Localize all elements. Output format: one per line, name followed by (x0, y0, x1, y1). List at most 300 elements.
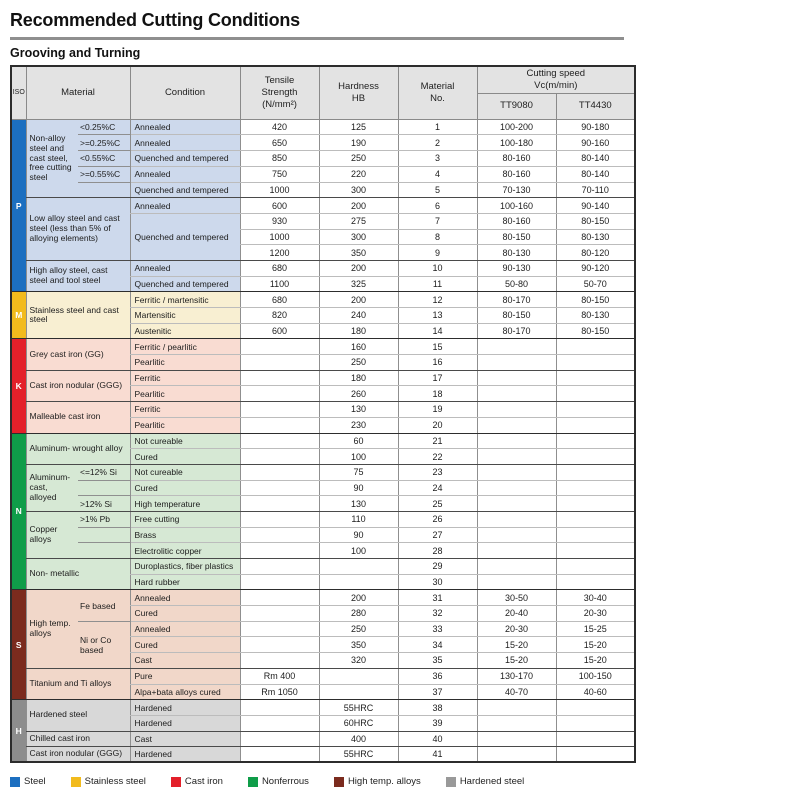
material-cell: Non- metallic (26, 559, 130, 590)
cutting-conditions-table (10, 65, 636, 763)
condition-cell: Annealed (130, 590, 240, 606)
condition-cell: Hardened (130, 747, 240, 763)
header-cutting-speed-line2: Vc(m/min) (534, 79, 578, 91)
material-no-cell: 4 (398, 166, 477, 182)
tensile-strength-cell: 1100 (240, 276, 319, 292)
condition-cell: Free cutting (130, 511, 240, 527)
condition-cell: Pearlitic (130, 355, 240, 371)
table-row (11, 543, 635, 559)
tt9080-speed-cell (477, 480, 556, 496)
tensile-strength-cell (240, 496, 319, 512)
tt9080-speed-cell (477, 511, 556, 527)
legend-item (10, 776, 46, 787)
material-subcell: Fe based (78, 590, 130, 621)
material-no-cell: 32 (398, 606, 477, 622)
tensile-strength-cell (240, 527, 319, 543)
hardness-cell: 350 (319, 637, 398, 653)
hardness-cell: 130 (319, 402, 398, 418)
tt9080-speed-cell: 20-40 (477, 606, 556, 622)
tensile-strength-cell: 650 (240, 135, 319, 151)
material-no-cell: 16 (398, 355, 477, 371)
material-no-cell: 29 (398, 559, 477, 575)
tensile-strength-cell: 1000 (240, 182, 319, 198)
tensile-strength-cell: 1200 (240, 245, 319, 261)
table-body (11, 119, 635, 762)
material-cell: Grey cast iron (GG) (26, 339, 130, 370)
tt9080-speed-cell (477, 715, 556, 731)
material-subcell (78, 543, 130, 559)
material-subcell: Ni or Co based (78, 621, 130, 668)
header-material-no-line2: No. (430, 92, 445, 104)
condition-cell: Annealed (130, 135, 240, 151)
tt9080-speed-cell: 80-150 (477, 308, 556, 324)
tt9080-speed-cell (477, 559, 556, 575)
condition-cell: Duroplastics, fiber plastics (130, 559, 240, 575)
condition-cell: Quenched and tempered (130, 276, 240, 292)
header-tensile-line2: Strength (261, 86, 298, 98)
material-cell: Low alloy steel and cast steel (less than 5% of alloying elements) (26, 198, 130, 261)
material-no-cell: 28 (398, 543, 477, 559)
material-no-cell: 38 (398, 700, 477, 716)
legend-swatch-icon (10, 777, 20, 787)
tt4430-speed-cell: 80-140 (556, 166, 635, 182)
tensile-strength-cell (240, 339, 319, 355)
hardness-cell: 180 (319, 370, 398, 386)
header-grade-tt9080: TT9080 (477, 93, 556, 119)
tt4430-speed-cell (556, 747, 635, 763)
condition-cell: Annealed (130, 198, 240, 214)
material-no-cell: 11 (398, 276, 477, 292)
header-row-1 (11, 66, 635, 93)
header-condition: Condition (130, 66, 240, 119)
table-row (11, 621, 635, 637)
legend (10, 776, 636, 787)
tt4430-speed-cell: 90-120 (556, 260, 635, 276)
tt4430-speed-cell: 80-150 (556, 292, 635, 308)
hardness-cell: 200 (319, 292, 398, 308)
iso-letter-cell: N (11, 433, 26, 590)
table-row (11, 464, 635, 480)
table-row (11, 747, 635, 763)
tt4430-speed-cell (556, 449, 635, 465)
legend-label: Cast iron (184, 776, 223, 788)
tt9080-speed-cell (477, 433, 556, 449)
table-row (11, 433, 635, 449)
header-tensile-strength (240, 66, 319, 119)
condition-cell: Not cureable (130, 433, 240, 449)
table-row (11, 559, 635, 575)
hardness-cell: 180 (319, 323, 398, 339)
header-material-no (398, 66, 477, 119)
table-row (11, 496, 635, 512)
legend-swatch-icon (446, 777, 456, 787)
tt9080-speed-cell: 15-20 (477, 637, 556, 653)
hardness-cell: 55HRC (319, 747, 398, 763)
table-row (11, 527, 635, 543)
tt4430-speed-cell (556, 402, 635, 418)
tensile-strength-cell: 600 (240, 323, 319, 339)
material-no-cell: 37 (398, 684, 477, 700)
material-cell: High temp. alloys (26, 590, 78, 668)
table-row (11, 166, 635, 182)
iso-letter-cell: P (11, 119, 26, 292)
tensile-strength-cell (240, 386, 319, 402)
condition-cell: Cured (130, 480, 240, 496)
tt4430-speed-cell (556, 511, 635, 527)
tt4430-speed-cell: 15-20 (556, 653, 635, 669)
condition-cell: Ferritic (130, 370, 240, 386)
material-no-cell: 20 (398, 417, 477, 433)
tensile-strength-cell: 1000 (240, 229, 319, 245)
tensile-strength-cell (240, 480, 319, 496)
hardness-cell: 325 (319, 276, 398, 292)
table-header (11, 66, 635, 119)
tt4430-speed-cell: 40-60 (556, 684, 635, 700)
tt4430-speed-cell (556, 715, 635, 731)
hardness-cell (319, 559, 398, 575)
material-subcell: >1% Pb (78, 511, 130, 527)
tt4430-speed-cell: 80-150 (556, 213, 635, 229)
tensile-strength-cell (240, 433, 319, 449)
tensile-strength-cell (240, 731, 319, 747)
tt4430-speed-cell (556, 386, 635, 402)
tensile-strength-cell (240, 747, 319, 763)
tensile-strength-cell (240, 417, 319, 433)
tt4430-speed-cell (556, 339, 635, 355)
material-no-cell: 10 (398, 260, 477, 276)
hardness-cell: 300 (319, 229, 398, 245)
condition-cell: Annealed (130, 166, 240, 182)
hardness-cell: 200 (319, 260, 398, 276)
tt9080-speed-cell (477, 496, 556, 512)
material-subcell (78, 480, 130, 496)
material-cell: Titanium and Ti alloys (26, 668, 130, 699)
material-cell: Copper alloys (26, 511, 78, 558)
tt4430-speed-cell: 30-40 (556, 590, 635, 606)
legend-label: Nonferrous (261, 776, 309, 788)
hardness-cell: 160 (319, 339, 398, 355)
condition-cell: Ferritic / pearlitic (130, 339, 240, 355)
tensile-strength-cell: 420 (240, 119, 319, 135)
material-subcell (78, 182, 130, 198)
table-row (11, 402, 635, 418)
material-subcell: <=12% Si (78, 464, 130, 480)
material-no-cell: 6 (398, 198, 477, 214)
header-hardness-line2: HB (351, 92, 366, 104)
iso-letter-cell: H (11, 700, 26, 763)
material-no-cell: 34 (398, 637, 477, 653)
table-row (11, 292, 635, 308)
header-tensile-line3: (N/mm²) (262, 98, 297, 110)
condition-cell: Quenched and tempered (130, 182, 240, 198)
tt4430-speed-cell (556, 464, 635, 480)
tt4430-speed-cell: 80-130 (556, 308, 635, 324)
table-row (11, 119, 635, 135)
condition-cell: Martensitic (130, 308, 240, 324)
condition-cell: High temperature (130, 496, 240, 512)
hardness-cell: 350 (319, 245, 398, 261)
tt4430-speed-cell (556, 370, 635, 386)
material-no-cell: 9 (398, 245, 477, 261)
tt9080-speed-cell: 100-200 (477, 119, 556, 135)
tt9080-speed-cell: 100-160 (477, 198, 556, 214)
tt9080-speed-cell: 15-20 (477, 653, 556, 669)
tensile-strength-cell (240, 355, 319, 371)
tt4430-speed-cell: 90-180 (556, 119, 635, 135)
tt9080-speed-cell: 130-170 (477, 668, 556, 684)
legend-label: Hardened steel (459, 776, 525, 788)
tensile-strength-cell (240, 402, 319, 418)
material-no-cell: 41 (398, 747, 477, 763)
material-no-cell: 26 (398, 511, 477, 527)
tt4430-speed-cell: 70-110 (556, 182, 635, 198)
tt4430-speed-cell (556, 731, 635, 747)
material-no-cell: 7 (398, 213, 477, 229)
material-subcell: <0.25%C (78, 119, 130, 135)
header-hardness (319, 66, 398, 119)
tt4430-speed-cell: 80-120 (556, 245, 635, 261)
header-iso: ISO (11, 66, 26, 119)
tt9080-speed-cell: 20-30 (477, 621, 556, 637)
condition-cell: Alpa+bata alloys cured (130, 684, 240, 700)
table-row (11, 668, 635, 684)
tensile-strength-cell (240, 370, 319, 386)
tensile-strength-cell: 680 (240, 292, 319, 308)
tt4430-speed-cell: 90-140 (556, 198, 635, 214)
legend-swatch-icon (248, 777, 258, 787)
material-subcell: <0.55%C (78, 151, 130, 167)
tt4430-speed-cell (556, 527, 635, 543)
tensile-strength-cell (240, 511, 319, 527)
tt4430-speed-cell (556, 433, 635, 449)
hardness-cell: 200 (319, 590, 398, 606)
tt4430-speed-cell: 100-150 (556, 668, 635, 684)
hardness-cell: 100 (319, 543, 398, 559)
hardness-cell: 400 (319, 731, 398, 747)
material-cell: Stainless steel and cast steel (26, 292, 130, 339)
tt9080-speed-cell: 80-150 (477, 229, 556, 245)
tensile-strength-cell (240, 715, 319, 731)
material-cell: Hardened steel (26, 700, 130, 731)
condition-cell: Hardened (130, 700, 240, 716)
hardness-cell: 130 (319, 496, 398, 512)
hardness-cell: 300 (319, 182, 398, 198)
tensile-strength-cell: 820 (240, 308, 319, 324)
material-no-cell: 22 (398, 449, 477, 465)
condition-cell: Pearlitic (130, 417, 240, 433)
table-row (11, 590, 635, 606)
tt4430-speed-cell (556, 417, 635, 433)
tt9080-speed-cell: 50-80 (477, 276, 556, 292)
condition-cell: Hardened (130, 715, 240, 731)
material-subcell (78, 527, 130, 543)
condition-cell: Cast (130, 731, 240, 747)
material-no-cell: 18 (398, 386, 477, 402)
tt4430-speed-cell: 15-25 (556, 621, 635, 637)
tensile-strength-cell (240, 449, 319, 465)
condition-cell: Cured (130, 637, 240, 653)
header-cutting-speed-line1: Cutting speed (526, 68, 586, 79)
hardness-cell: 110 (319, 511, 398, 527)
hardness-cell: 250 (319, 355, 398, 371)
tensile-strength-cell (240, 653, 319, 669)
tt4430-speed-cell (556, 496, 635, 512)
legend-label: High temp. alloys (347, 776, 421, 788)
hardness-cell (319, 684, 398, 700)
legend-item (334, 776, 421, 787)
material-no-cell: 12 (398, 292, 477, 308)
hardness-cell: 230 (319, 417, 398, 433)
material-no-cell: 15 (398, 339, 477, 355)
header-material: Material (26, 66, 130, 119)
tensile-strength-cell (240, 637, 319, 653)
hardness-cell (319, 574, 398, 590)
condition-cell: Brass (130, 527, 240, 543)
material-subcell: >=0.55%C (78, 166, 130, 182)
iso-letter-cell: M (11, 292, 26, 339)
material-cell: Cast iron nodular (GGG) (26, 747, 130, 763)
header-cutting-speed (477, 66, 635, 93)
tensile-strength-cell (240, 606, 319, 622)
table-row (11, 511, 635, 527)
hardness-cell: 200 (319, 198, 398, 214)
tt9080-speed-cell: 80-160 (477, 151, 556, 167)
condition-cell: Quenched and tempered (130, 151, 240, 167)
legend-swatch-icon (71, 777, 81, 787)
condition-cell: Cast (130, 653, 240, 669)
tt9080-speed-cell (477, 527, 556, 543)
material-no-cell: 35 (398, 653, 477, 669)
material-cell: Chilled cast iron (26, 731, 130, 747)
condition-cell: Austenitic (130, 323, 240, 339)
legend-item (171, 776, 223, 787)
tensile-strength-cell: 850 (240, 151, 319, 167)
tt4430-speed-cell (556, 700, 635, 716)
material-no-cell: 14 (398, 323, 477, 339)
tt9080-speed-cell (477, 731, 556, 747)
tt4430-speed-cell: 80-140 (556, 151, 635, 167)
tt4430-speed-cell (556, 480, 635, 496)
material-no-cell: 33 (398, 621, 477, 637)
material-no-cell: 21 (398, 433, 477, 449)
section-subtitle: Grooving and Turning (10, 46, 141, 60)
tt9080-speed-cell (477, 543, 556, 559)
tt4430-speed-cell: 80-130 (556, 229, 635, 245)
legend-item (71, 776, 146, 787)
material-no-cell: 13 (398, 308, 477, 324)
material-no-cell: 39 (398, 715, 477, 731)
material-no-cell: 2 (398, 135, 477, 151)
tensile-strength-cell: Rm 1050 (240, 684, 319, 700)
tt9080-speed-cell: 80-130 (477, 245, 556, 261)
hardness-cell: 90 (319, 527, 398, 543)
condition-cell: Annealed (130, 119, 240, 135)
table-row (11, 151, 635, 167)
hardness-cell: 275 (319, 213, 398, 229)
condition-cell: Electrolitic copper (130, 543, 240, 559)
hardness-cell: 220 (319, 166, 398, 182)
material-cell: Non-alloy steel and cast steel, free cutting steel (26, 119, 78, 197)
tt9080-speed-cell: 90-130 (477, 260, 556, 276)
tt4430-speed-cell: 50-70 (556, 276, 635, 292)
hardness-cell: 100 (319, 449, 398, 465)
header-grade-tt4430: TT4430 (556, 93, 635, 119)
material-no-cell: 24 (398, 480, 477, 496)
tt4430-speed-cell: 80-150 (556, 323, 635, 339)
hardness-cell: 60HRC (319, 715, 398, 731)
table-row (11, 731, 635, 747)
condition-cell: Not cureable (130, 464, 240, 480)
tt9080-speed-cell: 80-160 (477, 166, 556, 182)
legend-label: Stainless steel (84, 776, 146, 788)
condition-cell: Hard rubber (130, 574, 240, 590)
hardness-cell: 190 (319, 135, 398, 151)
hardness-cell (319, 668, 398, 684)
tt9080-speed-cell (477, 700, 556, 716)
hardness-cell: 60 (319, 433, 398, 449)
hardness-cell: 320 (319, 653, 398, 669)
legend-swatch-icon (171, 777, 181, 787)
tt9080-speed-cell: 80-170 (477, 323, 556, 339)
material-no-cell: 5 (398, 182, 477, 198)
hardness-cell: 280 (319, 606, 398, 622)
material-subcell: >12% Si (78, 496, 130, 512)
material-cell: Aluminum- cast, alloyed (26, 464, 78, 511)
table-row (11, 370, 635, 386)
material-cell: High alloy steel, cast steel and tool steel (26, 260, 130, 291)
hardness-cell: 260 (319, 386, 398, 402)
tt4430-speed-cell: 20-30 (556, 606, 635, 622)
hardness-cell: 90 (319, 480, 398, 496)
tensile-strength-cell (240, 559, 319, 575)
material-no-cell: 25 (398, 496, 477, 512)
tt9080-speed-cell: 70-130 (477, 182, 556, 198)
tt9080-speed-cell: 80-160 (477, 213, 556, 229)
tensile-strength-cell (240, 700, 319, 716)
tensile-strength-cell (240, 621, 319, 637)
condition-cell: Ferritic (130, 402, 240, 418)
table-row (11, 198, 635, 214)
tt9080-speed-cell: 80-170 (477, 292, 556, 308)
hardness-cell: 250 (319, 151, 398, 167)
iso-letter-cell: S (11, 590, 26, 700)
header-hardness-line1: Hardness (338, 81, 379, 92)
tt4430-speed-cell: 15-20 (556, 637, 635, 653)
material-no-cell: 3 (398, 151, 477, 167)
material-cell: Malleable cast iron (26, 402, 130, 433)
tt9080-speed-cell (477, 464, 556, 480)
tt4430-speed-cell: 90-160 (556, 135, 635, 151)
header-tensile-line1: Tensile (264, 75, 295, 87)
table-row (11, 135, 635, 151)
tt9080-speed-cell (477, 449, 556, 465)
tensile-strength-cell: Rm 400 (240, 668, 319, 684)
table-row (11, 182, 635, 198)
condition-cell: Cured (130, 606, 240, 622)
tt9080-speed-cell: 40-70 (477, 684, 556, 700)
condition-cell: Ferritic / martensitic (130, 292, 240, 308)
tt9080-speed-cell (477, 747, 556, 763)
material-no-cell: 17 (398, 370, 477, 386)
material-no-cell: 30 (398, 574, 477, 590)
header-material-no-line1: Material (420, 81, 455, 92)
tt4430-speed-cell (556, 574, 635, 590)
condition-cell: Annealed (130, 621, 240, 637)
material-no-cell: 31 (398, 590, 477, 606)
tt9080-speed-cell (477, 339, 556, 355)
condition-cell: Pure (130, 668, 240, 684)
condition-cell: Quenched and tempered (130, 213, 240, 260)
